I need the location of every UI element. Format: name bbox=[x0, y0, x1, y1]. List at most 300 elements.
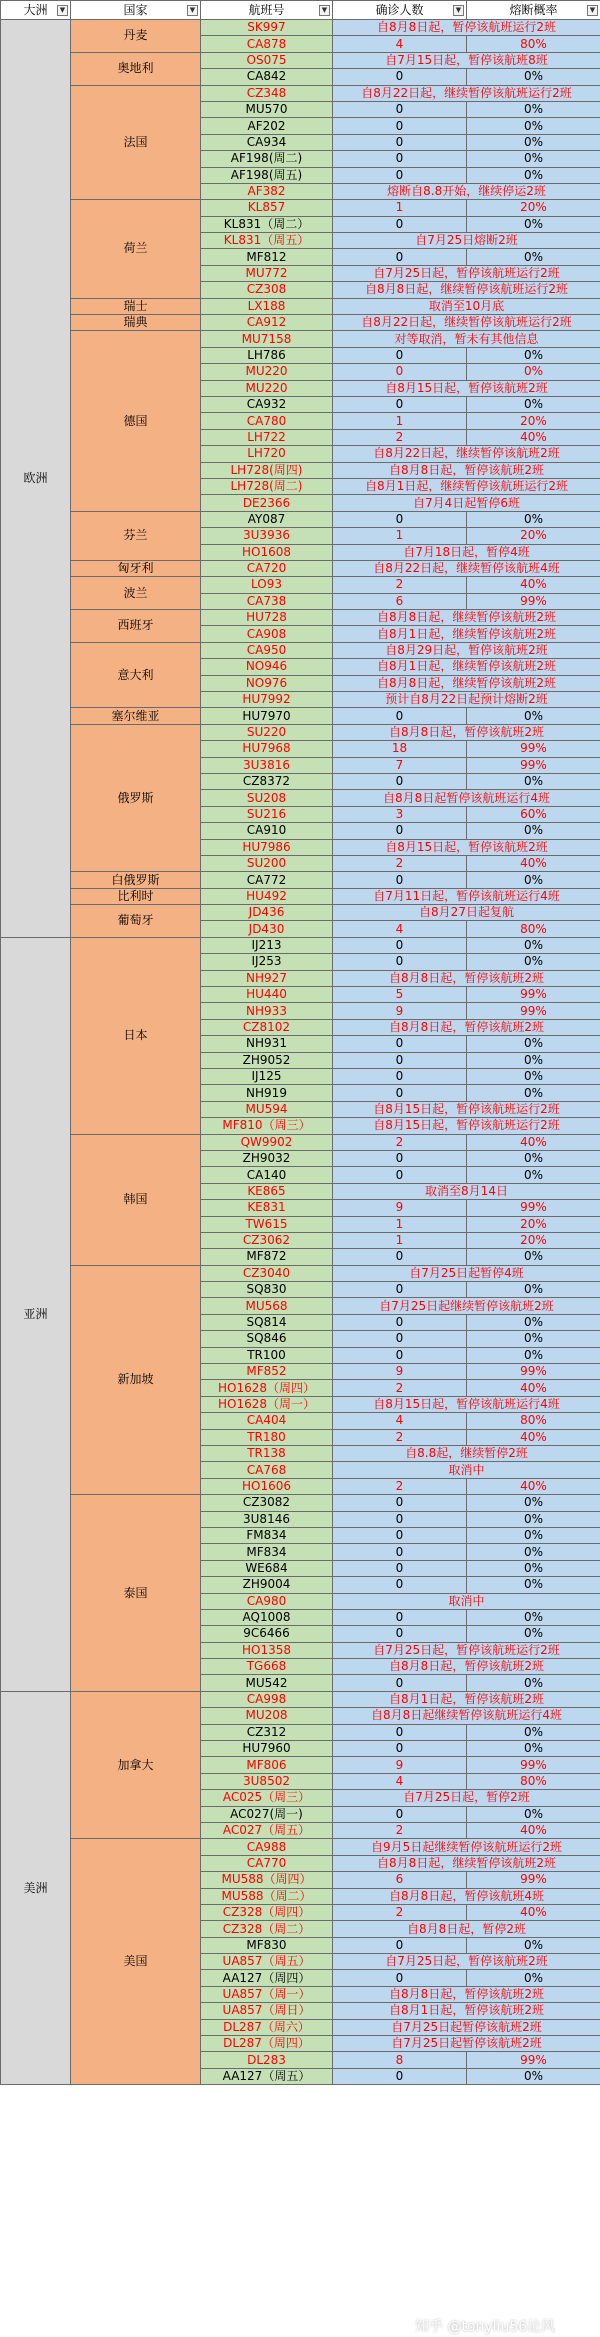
flight-number-cell: AF202 bbox=[201, 118, 333, 134]
circuit-break-probability-cell: 0% bbox=[467, 216, 600, 232]
country-cell: 德国 bbox=[71, 331, 201, 511]
flight-number-cell: CA772 bbox=[201, 872, 333, 888]
confirmed-cases-cell: 0 bbox=[333, 364, 467, 380]
flight-number-cell: HU7986 bbox=[201, 839, 333, 855]
country-cell: 日本 bbox=[71, 937, 201, 1134]
flight-number-cell: TR100 bbox=[201, 1347, 333, 1363]
status-note-cell: 自8月8日起，暂停该航班2班 bbox=[333, 970, 600, 986]
confirmed-cases-cell: 3 bbox=[333, 806, 467, 822]
flight-number-cell: CA932 bbox=[201, 396, 333, 412]
confirmed-cases-cell: 0 bbox=[333, 1167, 467, 1183]
flight-number-cell: ZH9052 bbox=[201, 1052, 333, 1068]
flight-number-cell: HO1608 bbox=[201, 544, 333, 560]
flight-number-cell: CA998 bbox=[201, 1691, 333, 1707]
circuit-break-probability-cell: 40% bbox=[467, 1429, 600, 1445]
circuit-break-probability-cell: 0% bbox=[467, 708, 600, 724]
column-header-label: 大洲 bbox=[23, 2, 48, 17]
status-note-cell: 自8月8日起，继续暂停该航班2班 bbox=[333, 1855, 600, 1871]
flight-number-cell: MU220 bbox=[201, 364, 333, 380]
confirmed-cases-cell: 9 bbox=[333, 1757, 467, 1773]
flight-number-cell: AA127（周五） bbox=[201, 2068, 333, 2084]
status-note-cell: 自7月25日熔断2班 bbox=[333, 233, 600, 249]
flight-number-cell: LX188 bbox=[201, 298, 333, 314]
flight-number-cell: QW9902 bbox=[201, 1134, 333, 1150]
flight-number-cell: MF834 bbox=[201, 1544, 333, 1560]
flight-number-cell: CZ328（周四） bbox=[201, 1904, 333, 1920]
column-header bbox=[333, 1, 467, 20]
table-row bbox=[1, 610, 600, 626]
flight-number-cell: MU570 bbox=[201, 101, 333, 117]
flight-number-cell: 3U8502 bbox=[201, 1773, 333, 1789]
flight-number-cell: AA127（周四） bbox=[201, 1970, 333, 1986]
status-note-cell: 自8月27日起复航 bbox=[333, 905, 600, 921]
flight-number-cell: AC025（周三） bbox=[201, 1790, 333, 1806]
status-note-cell: 自8月1日起，暂停该航班2班 bbox=[333, 2003, 600, 2019]
status-note-cell: 自7月25日起，暂停2班 bbox=[333, 1790, 600, 1806]
country-cell: 奥地利 bbox=[71, 52, 201, 85]
circuit-break-probability-cell: 0% bbox=[467, 1314, 600, 1330]
flight-number-cell: MF812 bbox=[201, 249, 333, 265]
circuit-break-probability-cell: 0% bbox=[467, 249, 600, 265]
flight-number-cell: TG668 bbox=[201, 1659, 333, 1675]
circuit-break-probability-cell: 0% bbox=[467, 1085, 600, 1101]
circuit-break-probability-cell: 20% bbox=[467, 413, 600, 429]
flight-number-cell: LO93 bbox=[201, 577, 333, 593]
confirmed-cases-cell: 6 bbox=[333, 1872, 467, 1888]
country-cell: 荷兰 bbox=[71, 200, 201, 298]
flight-number-cell: SQ846 bbox=[201, 1331, 333, 1347]
flight-number-cell: AC027（周五） bbox=[201, 1822, 333, 1838]
circuit-break-probability-cell: 40% bbox=[467, 1904, 600, 1920]
confirmed-cases-cell: 0 bbox=[333, 1675, 467, 1691]
flight-number-cell: NH927 bbox=[201, 970, 333, 986]
circuit-break-probability-cell: 99% bbox=[467, 1364, 600, 1380]
status-note-cell: 熔断自8.8开始，继续停运2班 bbox=[333, 183, 600, 199]
confirmed-cases-cell: 2 bbox=[333, 1478, 467, 1494]
status-note-cell: 自8月1日起，继续暂停该航班2班 bbox=[333, 626, 600, 642]
confirmed-cases-cell: 8 bbox=[333, 2052, 467, 2068]
filter-dropdown-icon[interactable]: ▼ bbox=[57, 5, 68, 16]
circuit-break-probability-cell: 0% bbox=[467, 1527, 600, 1543]
confirmed-cases-cell: 0 bbox=[333, 1527, 467, 1543]
table-row bbox=[1, 708, 600, 724]
status-note-cell: 自8月22日起，继续暂停该航班4班 bbox=[333, 560, 600, 576]
header-row bbox=[1, 1, 600, 20]
confirmed-cases-cell: 0 bbox=[333, 773, 467, 789]
flight-number-cell: DL287（周六） bbox=[201, 2019, 333, 2035]
table-row bbox=[1, 1839, 600, 1855]
circuit-break-probability-cell: 0% bbox=[467, 101, 600, 117]
country-cell: 新加坡 bbox=[71, 1265, 201, 1494]
flight-number-cell: CZ3062 bbox=[201, 1232, 333, 1248]
circuit-break-probability-cell: 0% bbox=[467, 69, 600, 85]
circuit-break-probability-cell: 40% bbox=[467, 1380, 600, 1396]
status-note-cell: 自8月15日起，暂停该航班运行2班 bbox=[333, 1101, 600, 1117]
flight-number-cell: AF382 bbox=[201, 183, 333, 199]
confirmed-cases-cell: 0 bbox=[333, 134, 467, 150]
status-note-cell: 自8月8日起继续暂停该航班运行4班 bbox=[333, 1708, 600, 1724]
flight-number-cell: CZ308 bbox=[201, 282, 333, 298]
column-header bbox=[467, 1, 600, 20]
flight-number-cell: CZ328（周二） bbox=[201, 1921, 333, 1937]
circuit-break-probability-cell: 80% bbox=[467, 1413, 600, 1429]
flight-number-cell: CA780 bbox=[201, 413, 333, 429]
circuit-break-probability-cell: 0% bbox=[467, 954, 600, 970]
column-header bbox=[71, 1, 201, 20]
flight-number-cell: HU7960 bbox=[201, 1741, 333, 1757]
circuit-break-probability-cell: 0% bbox=[467, 1937, 600, 1953]
confirmed-cases-cell: 1 bbox=[333, 200, 467, 216]
status-note-cell: 自8月15日起，暂停该航班2班 bbox=[333, 839, 600, 855]
confirmed-cases-cell: 0 bbox=[333, 1495, 467, 1511]
confirmed-cases-cell: 4 bbox=[333, 1413, 467, 1429]
confirmed-cases-cell: 0 bbox=[333, 1150, 467, 1166]
flight-number-cell: LH728(周二) bbox=[201, 478, 333, 494]
flight-number-cell: SK997 bbox=[201, 20, 333, 36]
filter-dropdown-icon[interactable]: ▼ bbox=[187, 5, 198, 16]
circuit-break-probability-cell: 0% bbox=[467, 1347, 600, 1363]
country-cell: 白俄罗斯 bbox=[71, 872, 201, 888]
flight-number-cell: MF830 bbox=[201, 1937, 333, 1953]
confirmed-cases-cell: 0 bbox=[333, 823, 467, 839]
flight-number-cell: MF806 bbox=[201, 1757, 333, 1773]
circuit-break-probability-cell: 40% bbox=[467, 429, 600, 445]
country-cell: 意大利 bbox=[71, 642, 201, 708]
flight-number-cell: DE2366 bbox=[201, 495, 333, 511]
circuit-break-probability-cell: 80% bbox=[467, 921, 600, 937]
country-cell: 波兰 bbox=[71, 577, 201, 610]
flight-number-cell: CA842 bbox=[201, 69, 333, 85]
table-row bbox=[1, 331, 600, 347]
filter-dropdown-icon[interactable]: ▼ bbox=[587, 5, 598, 16]
status-note-cell: 自8月15日起，暂停该航班运行2班 bbox=[333, 1118, 600, 1134]
circuit-break-probability-cell: 20% bbox=[467, 1232, 600, 1248]
flight-number-cell: NO946 bbox=[201, 659, 333, 675]
confirmed-cases-cell: 0 bbox=[333, 167, 467, 183]
status-note-cell: 自8月29日起，暂停该航班2班 bbox=[333, 642, 600, 658]
circuit-break-probability-cell: 40% bbox=[467, 1478, 600, 1494]
flight-number-cell: LH720 bbox=[201, 446, 333, 462]
table-row bbox=[1, 315, 600, 331]
flight-number-cell: TW615 bbox=[201, 1216, 333, 1232]
flight-number-cell: KL857 bbox=[201, 200, 333, 216]
flight-number-cell: AQ1008 bbox=[201, 1609, 333, 1625]
flight-number-cell: CA140 bbox=[201, 1167, 333, 1183]
country-cell: 韩国 bbox=[71, 1134, 201, 1265]
circuit-break-probability-cell: 0% bbox=[467, 1036, 600, 1052]
circuit-break-probability-cell: 0% bbox=[467, 1675, 600, 1691]
confirmed-cases-cell: 0 bbox=[333, 1314, 467, 1330]
status-note-cell: 取消至10月底 bbox=[333, 298, 600, 314]
status-note-cell: 预计自8月22日起预计熔断2班 bbox=[333, 692, 600, 708]
flight-number-cell: UA857（周一） bbox=[201, 1986, 333, 2002]
country-cell: 西班牙 bbox=[71, 610, 201, 643]
flight-number-cell: UA857（周五） bbox=[201, 1954, 333, 1970]
confirmed-cases-cell: 0 bbox=[333, 1560, 467, 1576]
circuit-break-probability-cell: 0% bbox=[467, 511, 600, 527]
status-note-cell: 自7月15日起，暂停该航班8班 bbox=[333, 52, 600, 68]
status-note-cell: 取消中 bbox=[333, 1593, 600, 1609]
confirmed-cases-cell: 7 bbox=[333, 757, 467, 773]
flight-number-cell: ZH9004 bbox=[201, 1577, 333, 1593]
country-cell: 瑞士 bbox=[71, 298, 201, 314]
flight-number-cell: CZ8102 bbox=[201, 1019, 333, 1035]
country-cell: 比利时 bbox=[71, 888, 201, 904]
circuit-break-probability-cell: 0% bbox=[467, 773, 600, 789]
confirmed-cases-cell: 2 bbox=[333, 1134, 467, 1150]
flight-number-cell: HO1606 bbox=[201, 1478, 333, 1494]
status-note-cell: 自7月25日起，暂停该航班运行2班 bbox=[333, 1642, 600, 1658]
confirmed-cases-cell: 9 bbox=[333, 1003, 467, 1019]
confirmed-cases-cell: 0 bbox=[333, 1724, 467, 1740]
circuit-break-probability-cell: 0% bbox=[467, 1626, 600, 1642]
circuit-break-probability-cell: 0% bbox=[467, 872, 600, 888]
flight-number-cell: JD430 bbox=[201, 921, 333, 937]
flight-number-cell: NH931 bbox=[201, 1036, 333, 1052]
table-row bbox=[1, 20, 600, 36]
flight-number-cell: MF810（周三） bbox=[201, 1118, 333, 1134]
flight-number-cell: MU542 bbox=[201, 1675, 333, 1691]
table-row bbox=[1, 298, 600, 314]
circuit-break-probability-cell: 99% bbox=[467, 2052, 600, 2068]
flight-number-cell: NH933 bbox=[201, 1003, 333, 1019]
flight-number-cell: LH728(周四) bbox=[201, 462, 333, 478]
confirmed-cases-cell: 1 bbox=[333, 1232, 467, 1248]
flight-number-cell: HU7970 bbox=[201, 708, 333, 724]
flight-number-cell: 3U8146 bbox=[201, 1511, 333, 1527]
confirmed-cases-cell: 0 bbox=[333, 1085, 467, 1101]
flight-number-cell: CZ348 bbox=[201, 85, 333, 101]
status-note-cell: 自7月25日起暂停该航班2班 bbox=[333, 2036, 600, 2052]
flight-number-cell: AC027(周一) bbox=[201, 1806, 333, 1822]
status-note-cell: 自8月8日起，继续暂停该航班2班 bbox=[333, 675, 600, 691]
circuit-break-probability-cell: 99% bbox=[467, 757, 600, 773]
confirmed-cases-cell: 0 bbox=[333, 1282, 467, 1298]
flight-number-cell: KL831（周二） bbox=[201, 216, 333, 232]
circuit-break-probability-cell: 60% bbox=[467, 806, 600, 822]
status-note-cell: 自8月8日起，暂停2班 bbox=[333, 1921, 600, 1937]
circuit-break-probability-cell: 40% bbox=[467, 577, 600, 593]
table-row bbox=[1, 1265, 600, 1281]
table-row bbox=[1, 1691, 600, 1707]
status-note-cell: 自8.8起，继续暂停2班 bbox=[333, 1445, 600, 1461]
status-note-cell: 自8月8日起，暂停该航班4班 bbox=[333, 1888, 600, 1904]
flight-number-cell: CZ3040 bbox=[201, 1265, 333, 1281]
circuit-break-probability-cell: 0% bbox=[467, 1609, 600, 1625]
circuit-break-probability-cell: 40% bbox=[467, 1822, 600, 1838]
confirmed-cases-cell: 0 bbox=[333, 1626, 467, 1642]
table-row bbox=[1, 560, 600, 576]
confirmed-cases-cell: 0 bbox=[333, 1249, 467, 1265]
circuit-break-probability-cell: 0% bbox=[467, 118, 600, 134]
status-note-cell: 自7月25日起暂停该航班2班 bbox=[333, 2019, 600, 2035]
continent-cell: 欧洲 bbox=[1, 20, 71, 938]
flight-number-cell: SU216 bbox=[201, 806, 333, 822]
circuit-break-probability-cell: 0% bbox=[467, 1150, 600, 1166]
confirmed-cases-cell: 0 bbox=[333, 1052, 467, 1068]
flight-number-cell: CA770 bbox=[201, 1855, 333, 1871]
circuit-break-probability-cell: 0% bbox=[467, 1167, 600, 1183]
status-note-cell: 取消至8月14日 bbox=[333, 1183, 600, 1199]
circuit-break-probability-cell: 0% bbox=[467, 1724, 600, 1740]
flight-number-cell: ZH9032 bbox=[201, 1150, 333, 1166]
flight-number-cell: CA988 bbox=[201, 1839, 333, 1855]
table-row bbox=[1, 724, 600, 740]
flight-number-cell: TR138 bbox=[201, 1445, 333, 1461]
table-row bbox=[1, 872, 600, 888]
circuit-break-probability-cell: 0% bbox=[467, 1249, 600, 1265]
flight-number-cell: IJ253 bbox=[201, 954, 333, 970]
confirmed-cases-cell: 0 bbox=[333, 1347, 467, 1363]
status-note-cell: 自8月8日起，继续暂停该航班2班 bbox=[333, 610, 600, 626]
confirmed-cases-cell: 2 bbox=[333, 1380, 467, 1396]
flight-number-cell: CA950 bbox=[201, 642, 333, 658]
confirmed-cases-cell: 0 bbox=[333, 872, 467, 888]
status-note-cell: 自8月22日起，继续暂停该航班运行2班 bbox=[333, 315, 600, 331]
table-row bbox=[1, 1134, 600, 1150]
flight-number-cell: CZ8372 bbox=[201, 773, 333, 789]
circuit-break-probability-cell: 0% bbox=[467, 1331, 600, 1347]
status-note-cell: 自7月18日起，暂停4班 bbox=[333, 544, 600, 560]
flight-number-cell: LH786 bbox=[201, 347, 333, 363]
flight-number-cell: NH919 bbox=[201, 1085, 333, 1101]
flight-number-cell: HU728 bbox=[201, 610, 333, 626]
circuit-break-probability-cell: 40% bbox=[467, 1134, 600, 1150]
table-row bbox=[1, 52, 600, 68]
confirmed-cases-cell: 0 bbox=[333, 2068, 467, 2084]
status-note-cell: 自7月4日起暂停6班 bbox=[333, 495, 600, 511]
status-note-cell: 自8月8日起暂停该航班运行4班 bbox=[333, 790, 600, 806]
flight-number-cell: CA910 bbox=[201, 823, 333, 839]
confirmed-cases-cell: 9 bbox=[333, 1364, 467, 1380]
confirmed-cases-cell: 1 bbox=[333, 1216, 467, 1232]
flight-number-cell: MU568 bbox=[201, 1298, 333, 1314]
status-note-cell: 自7月25日起，暂停该航班运行2班 bbox=[333, 265, 600, 281]
confirmed-cases-cell: 2 bbox=[333, 1904, 467, 1920]
circuit-break-probability-cell: 0% bbox=[467, 1511, 600, 1527]
status-note-cell: 自8月1日起，暂停该航班2班 bbox=[333, 1691, 600, 1707]
circuit-break-probability-cell: 0% bbox=[467, 1052, 600, 1068]
flight-number-cell: CA908 bbox=[201, 626, 333, 642]
confirmed-cases-cell: 0 bbox=[333, 1331, 467, 1347]
table-row bbox=[1, 511, 600, 527]
circuit-break-probability-cell: 0% bbox=[467, 151, 600, 167]
flight-number-cell: CZ312 bbox=[201, 1724, 333, 1740]
column-header bbox=[1, 1, 71, 20]
circuit-break-probability-cell: 99% bbox=[467, 1872, 600, 1888]
flight-number-cell: WE684 bbox=[201, 1560, 333, 1576]
status-note-cell: 自8月8日起，暂停该航班2班 bbox=[333, 1986, 600, 2002]
confirmed-cases-cell: 0 bbox=[333, 216, 467, 232]
flight-number-cell: MU588（周四） bbox=[201, 1872, 333, 1888]
column-header-label: 确诊人数 bbox=[375, 2, 424, 17]
status-note-cell: 自8月8日起，暂停该航班2班 bbox=[333, 462, 600, 478]
circuit-break-probability-cell: 20% bbox=[467, 1216, 600, 1232]
flight-number-cell: UA857（周日） bbox=[201, 2003, 333, 2019]
circuit-break-probability-cell: 0% bbox=[467, 134, 600, 150]
flight-number-cell: DL287（周四） bbox=[201, 2036, 333, 2052]
confirmed-cases-cell: 0 bbox=[333, 511, 467, 527]
table-row bbox=[1, 200, 600, 216]
circuit-break-probability-cell: 0% bbox=[467, 1544, 600, 1560]
confirmed-cases-cell: 0 bbox=[333, 1609, 467, 1625]
confirmed-cases-cell: 1 bbox=[333, 413, 467, 429]
filter-dropdown-icon[interactable]: ▼ bbox=[319, 5, 330, 16]
table-row bbox=[1, 577, 600, 593]
status-note-cell: 自8月8日起，暂停该航班2班 bbox=[333, 724, 600, 740]
status-note-cell: 取消中 bbox=[333, 1462, 600, 1478]
flight-number-cell: IJ125 bbox=[201, 1069, 333, 1085]
country-cell: 美国 bbox=[71, 1839, 201, 2085]
status-note-cell: 自8月8日起，暂停该航班2班 bbox=[333, 1019, 600, 1035]
table-row bbox=[1, 85, 600, 101]
circuit-break-probability-cell: 0% bbox=[467, 1282, 600, 1298]
flight-number-cell: KE865 bbox=[201, 1183, 333, 1199]
flight-number-cell: MF872 bbox=[201, 1249, 333, 1265]
flight-number-cell: CA768 bbox=[201, 1462, 333, 1478]
flight-number-cell: KE831 bbox=[201, 1200, 333, 1216]
flight-number-cell: HO1628（周四） bbox=[201, 1380, 333, 1396]
confirmed-cases-cell: 4 bbox=[333, 921, 467, 937]
status-note-cell: 自8月22日起，继续暂停该航班2班 bbox=[333, 446, 600, 462]
column-header-label: 航班号 bbox=[248, 2, 285, 17]
confirmed-cases-cell: 6 bbox=[333, 593, 467, 609]
circuit-break-probability-cell: 99% bbox=[467, 1757, 600, 1773]
circuit-break-probability-cell: 0% bbox=[467, 364, 600, 380]
confirmed-cases-cell: 0 bbox=[333, 396, 467, 412]
circuit-break-probability-cell: 99% bbox=[467, 1200, 600, 1216]
flight-number-cell: AF198(周二) bbox=[201, 151, 333, 167]
flight-number-cell: SU200 bbox=[201, 855, 333, 871]
status-note-cell: 自8月15日起，暂停该航班运行4班 bbox=[333, 1396, 600, 1412]
status-note-cell: 自8月8日起，暂停该航班2班 bbox=[333, 1659, 600, 1675]
status-note-cell: 自7月11日起，暂停该航班运行4班 bbox=[333, 888, 600, 904]
status-note-cell: 自8月1日起，继续暂停该航班运行2班 bbox=[333, 478, 600, 494]
flight-number-cell: OS075 bbox=[201, 52, 333, 68]
flight-number-cell: CA404 bbox=[201, 1413, 333, 1429]
confirmed-cases-cell: 0 bbox=[333, 69, 467, 85]
confirmed-cases-cell: 0 bbox=[333, 1937, 467, 1953]
circuit-break-probability-cell: 40% bbox=[467, 855, 600, 871]
flight-number-cell: 9C6466 bbox=[201, 1626, 333, 1642]
column-header-label: 国家 bbox=[123, 2, 148, 17]
flight-number-cell: CA738 bbox=[201, 593, 333, 609]
flight-number-cell: CA980 bbox=[201, 1593, 333, 1609]
flight-number-cell: CA912 bbox=[201, 315, 333, 331]
circuit-break-probability-cell: 0% bbox=[467, 167, 600, 183]
circuit-break-probability-cell: 99% bbox=[467, 1003, 600, 1019]
flight-number-cell: 3U3936 bbox=[201, 528, 333, 544]
country-cell: 丹麦 bbox=[71, 20, 201, 53]
confirmed-cases-cell: 0 bbox=[333, 347, 467, 363]
flight-number-cell: IJ213 bbox=[201, 937, 333, 953]
confirmed-cases-cell: 0 bbox=[333, 1069, 467, 1085]
confirmed-cases-cell: 0 bbox=[333, 151, 467, 167]
confirmed-cases-cell: 0 bbox=[333, 249, 467, 265]
flight-number-cell: SQ814 bbox=[201, 1314, 333, 1330]
circuit-break-probability-cell: 0% bbox=[467, 937, 600, 953]
flight-number-cell: NO976 bbox=[201, 675, 333, 691]
country-cell: 塞尔维亚 bbox=[71, 708, 201, 724]
confirmed-cases-cell: 0 bbox=[333, 1036, 467, 1052]
confirmed-cases-cell: 0 bbox=[333, 1970, 467, 1986]
confirmed-cases-cell: 2 bbox=[333, 577, 467, 593]
flight-number-cell: HO1628（周一） bbox=[201, 1396, 333, 1412]
flight-number-cell: SU208 bbox=[201, 790, 333, 806]
filter-dropdown-icon[interactable]: ▼ bbox=[453, 5, 464, 16]
confirmed-cases-cell: 4 bbox=[333, 1773, 467, 1789]
circuit-break-probability-cell: 0% bbox=[467, 1970, 600, 1986]
